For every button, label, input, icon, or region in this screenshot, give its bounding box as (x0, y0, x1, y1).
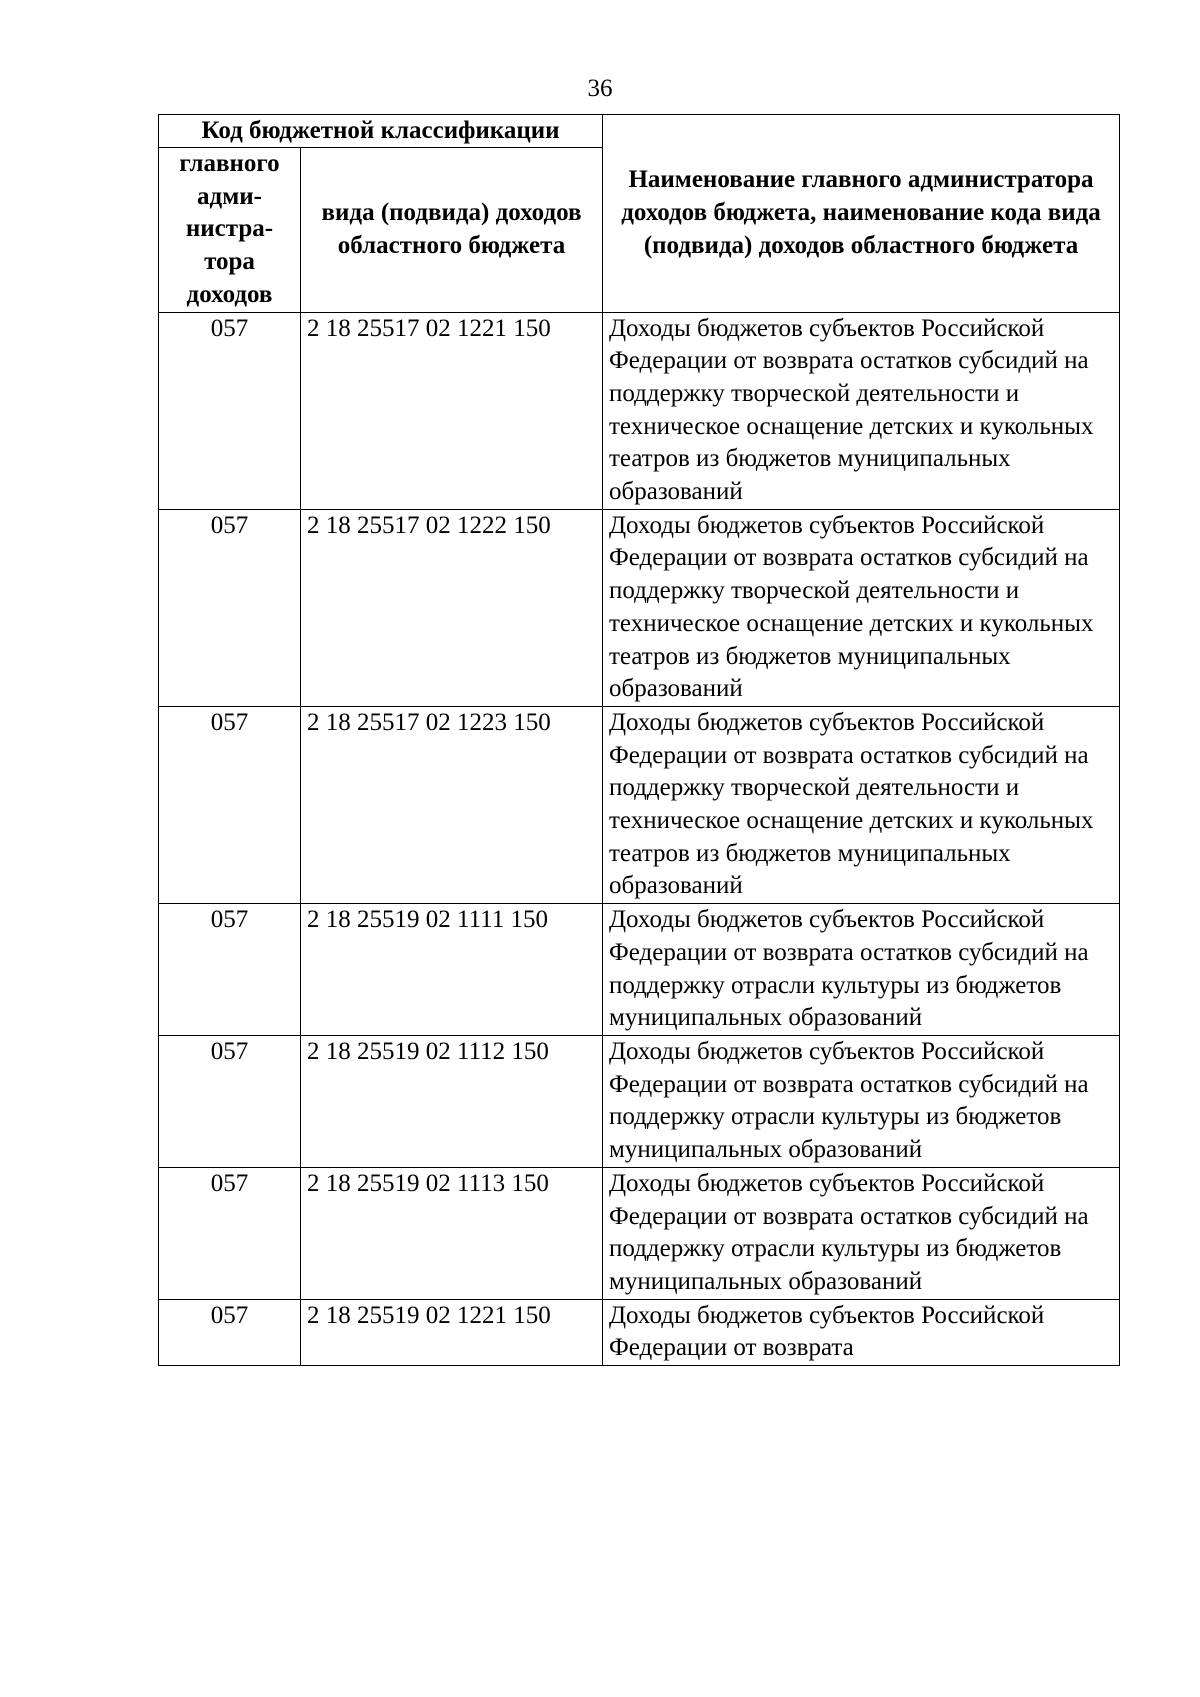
table-body (159, 312, 1120, 1366)
revenue-name-cell: Доходы бюджетов субъектов Российской Федерации от возврата остатков субсидий на поддержку творческой деятельности и техническое оснащение детских и кукольных театров из бюджетов муниципальных образований (603, 706, 1120, 903)
table-row (159, 904, 1120, 1036)
revenue-name-cell: Доходы бюджетов субъектов Российской Федерации от возврата остатков субсидий на поддержку творческой деятельности и техническое оснащение детских и кукольных театров из бюджетов муниципальных образований (603, 312, 1120, 509)
revenue-name-cell: Доходы бюджетов субъектов Российской Федерации от возврата остатков субсидий на поддержку отрасли культуры из бюджетов муниципальных образований (603, 1035, 1120, 1167)
table-row (159, 1167, 1120, 1299)
admin-code-cell: 057 (159, 706, 301, 903)
revenue-name-cell: Доходы бюджетов субъектов Российской Федерации от возврата остатков субсидий на поддержку отрасли культуры из бюджетов муниципальных образований (603, 904, 1120, 1036)
admin-code-cell: 057 (159, 1167, 301, 1299)
admin-code-cell: 057 (159, 312, 301, 509)
admin-code-cell: 057 (159, 509, 301, 706)
revenue-code-cell: 2 18 25519 02 1113 150 (301, 1167, 603, 1299)
admin-code-cell: 057 (159, 1299, 301, 1365)
header-administrator-name: Наименование главного администратора доходов бюджета, наименование кода вида (подвида) доходов областного бюджета (603, 115, 1120, 313)
table-row (159, 1299, 1120, 1365)
header-main-administrator: главного адми-нистра-тора доходов (159, 148, 301, 313)
page-number: 36 (587, 75, 613, 102)
admin-code-cell: 057 (159, 1035, 301, 1167)
revenue-code-cell: 2 18 25517 02 1221 150 (301, 312, 603, 509)
revenue-code-cell: 2 18 25517 02 1223 150 (301, 706, 603, 903)
table-row (159, 509, 1120, 706)
table-row (159, 312, 1120, 509)
table-header (159, 115, 1120, 313)
admin-code-cell: 057 (159, 904, 301, 1036)
header-revenue-type-code: вида (подвида) доходов областного бюджета (301, 148, 603, 313)
revenue-code-cell: 2 18 25519 02 1111 150 (301, 904, 603, 1036)
revenue-code-cell: 2 18 25517 02 1222 150 (301, 509, 603, 706)
revenue-code-cell: 2 18 25519 02 1112 150 (301, 1035, 603, 1167)
revenue-name-cell: Доходы бюджетов субъектов Российской Федерации от возврата (603, 1299, 1120, 1365)
header-budget-classification-code: Код бюджетной классификации (159, 115, 603, 148)
table-row (159, 706, 1120, 903)
revenue-code-cell: 2 18 25519 02 1221 150 (301, 1299, 603, 1365)
revenue-name-cell: Доходы бюджетов субъектов Российской Федерации от возврата остатков субсидий на поддержку творческой деятельности и техническое оснащение детских и кукольных театров из бюджетов муниципальных образований (603, 509, 1120, 706)
revenue-name-cell: Доходы бюджетов субъектов Российской Федерации от возврата остатков субсидий на поддержку отрасли культуры из бюджетов муниципальных образований (603, 1167, 1120, 1299)
budget-classification-table (158, 114, 1120, 1366)
table-row (159, 1035, 1120, 1167)
